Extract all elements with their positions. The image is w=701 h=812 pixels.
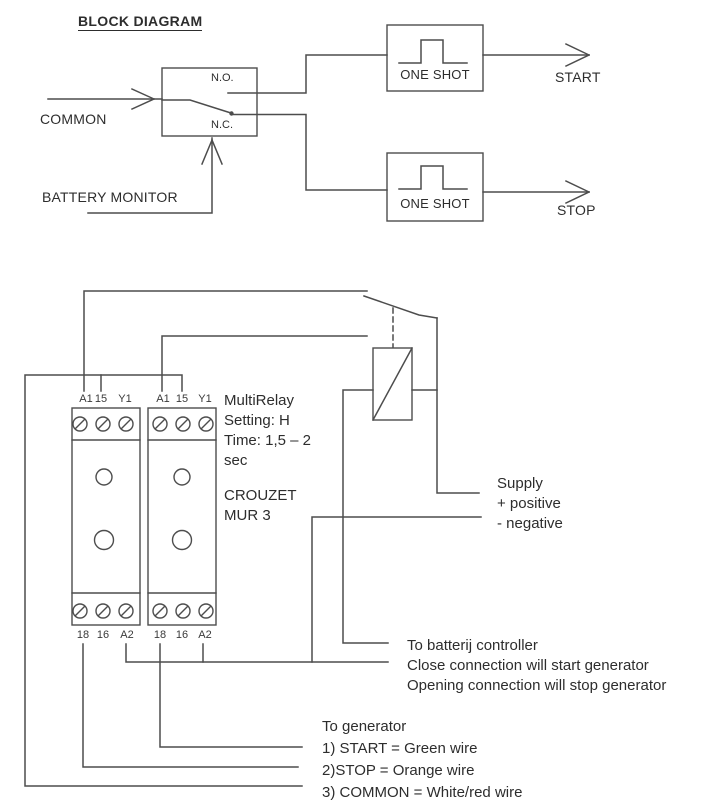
note-line: - negative [497,515,563,532]
note-line: sec [224,452,248,469]
positive-supply-wire [437,318,479,493]
switch-wiper [162,100,234,116]
relay-switch-blade [364,296,437,318]
a2-bus-wire [126,644,388,662]
indicator-circle [173,531,192,550]
terminal-label-m2-a2: A2 [198,629,212,641]
start-generator-wire [160,644,302,747]
common-label: COMMON [40,111,107,127]
terminal-screws [153,417,213,618]
terminal-label-m2-a1: A1 [156,393,170,405]
note-line: 2)STOP = Orange wire [322,762,475,779]
one-shot-start-label: ONE SHOT [400,67,470,82]
start-trigger-wire [84,291,367,391]
indicator-circle [174,469,190,485]
note-line: Close connection will start generator [407,657,649,674]
switch-box [162,68,257,136]
note-line: 3) COMMON = White/red wire [322,784,523,801]
indicator-circle [96,469,112,485]
terminal-label-m1-a2: A2 [120,629,134,641]
note-line: Opening connection will stop generator [407,677,667,694]
no-contact-label: N.O. [211,72,234,84]
note-line: CROUZET [224,487,297,504]
start-output-arrow [483,44,589,66]
terminal-screws [73,417,133,618]
note-line: MultiRelay [224,392,295,409]
relay-module-2 [148,408,216,625]
terminal-label-m2-16: 16 [175,629,189,641]
stop-output-label: STOP [557,202,596,218]
terminal-label-m1-18: 18 [76,629,90,641]
pulse-icon [399,40,467,63]
terminal-label-m1-y1: Y1 [118,393,132,405]
note-line: To generator [322,718,407,735]
nc-contact-label: N.C. [211,119,233,131]
battery-monitor-label: BATTERY MONITOR [42,189,178,205]
battery-controller-note [407,636,666,696]
relay-module-1 [72,408,140,625]
note-line: Setting: H [224,412,290,429]
pulse-icon [399,166,467,189]
indicator-circle [95,531,114,550]
terminal-label-m2-y1: Y1 [198,393,212,405]
note-line: Time: 1,5 – 2 [224,432,311,449]
one-shot-stop-label: ONE SHOT [400,196,470,211]
common-input-arrow [48,89,162,109]
note-line: Supply [497,475,543,492]
terminal-label-m1-a1: A1 [79,393,93,405]
note-line: MUR 3 [224,507,271,524]
generator-note [322,716,522,804]
terminal-label-m2-18: 18 [153,629,167,641]
stop-output-arrow [483,181,589,203]
no-contact-wire [228,55,387,93]
stop-trigger-wire [162,336,367,391]
terminal-label-m1-16: 16 [96,629,110,641]
nc-contact-wire [232,115,387,191]
relay-coil [373,348,437,420]
terminal-label-m1-15: 15 [94,393,108,405]
start-output-label: START [555,69,601,85]
supply-note [497,474,563,534]
note-line: 1) START = Green wire [322,740,478,757]
terminal-label-m2-15: 15 [175,393,189,405]
note-line: + positive [497,495,561,512]
note-line: To batterij controller [407,637,538,654]
block-diagram-title: BLOCK DIAGRAM [78,13,203,29]
relay-settings-note [224,391,311,526]
